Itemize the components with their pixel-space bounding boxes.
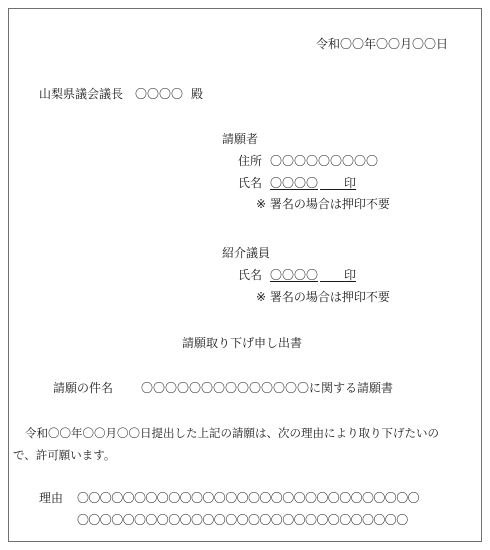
petitioner-name-value: 〇〇〇〇	[270, 176, 319, 190]
introducer-seal: 印	[344, 268, 357, 282]
subject-value: 〇〇〇〇〇〇〇〇〇〇〇〇〇〇に関する請願書	[141, 381, 394, 395]
addressee-line	[39, 86, 203, 102]
introducer-name-value: 〇〇〇〇	[270, 268, 319, 282]
petitioner-address-value: 〇〇〇〇〇〇〇〇〇	[270, 154, 379, 168]
body-text-line-1: 令和〇〇年〇〇月〇〇日提出した上記の請願は、次の理由により取り下げたいの	[25, 426, 439, 440]
introducer-seal-gap	[320, 268, 344, 282]
addressee-title: 山梨県議会議長	[39, 87, 124, 101]
petitioner-address-line	[238, 153, 378, 169]
petitioner-note: ※ 署名の場合は押印不要	[256, 197, 390, 211]
petitioner-seal-gap	[320, 176, 344, 190]
subject-line	[53, 380, 393, 396]
reason-line-2: 〇〇〇〇〇〇〇〇〇〇〇〇〇〇〇〇〇〇〇〇〇〇〇〇〇〇〇〇〇	[77, 513, 408, 527]
document-date: 令和〇〇年〇〇月〇〇日	[316, 37, 449, 51]
petitioner-name-line	[238, 175, 356, 191]
introducer-note: ※ 署名の場合は押印不要	[256, 290, 390, 304]
addressee-honorific: 殿	[191, 87, 204, 101]
petitioner-address-label: 住所	[238, 154, 263, 168]
reason-line-1: 〇〇〇〇〇〇〇〇〇〇〇〇〇〇〇〇〇〇〇〇〇〇〇〇〇〇〇〇〇〇	[77, 491, 420, 505]
introducer-name-label: 氏名	[238, 268, 263, 282]
body-text-line-2: で、許可願います。	[13, 448, 116, 462]
petitioner-name-label: 氏名	[238, 176, 263, 190]
subject-label: 請願の件名	[53, 381, 114, 395]
petitioner-seal: 印	[344, 176, 357, 190]
reason-label: 理由	[39, 491, 64, 505]
document-title: 請願取り下げ申し出書	[182, 336, 303, 350]
petitioner-heading: 請願者	[222, 132, 259, 146]
introducer-name-line	[238, 267, 356, 283]
addressee-name: 〇〇〇〇	[135, 87, 184, 101]
document-page	[8, 8, 482, 542]
introducer-heading: 紹介議員	[222, 246, 271, 260]
